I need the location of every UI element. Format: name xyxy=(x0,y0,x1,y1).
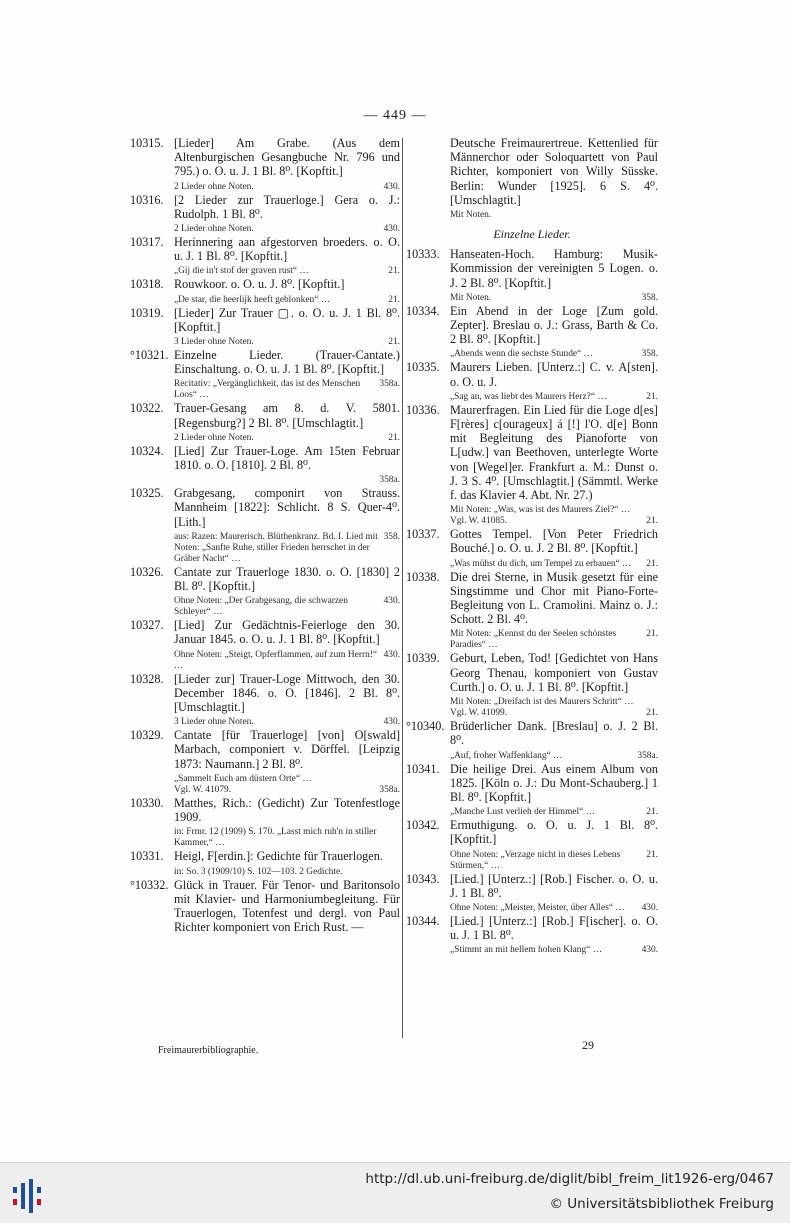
note-text: in: So. 3 (1909/10) S. 102—103. 2 Gedichte. xyxy=(174,866,343,877)
entry-note xyxy=(406,697,658,708)
catalog-entry xyxy=(130,235,400,263)
note-reference: 21. xyxy=(646,629,658,640)
section-subheading: Einzelne Lieder. xyxy=(493,227,571,242)
catalog-entry xyxy=(406,719,658,747)
note-reference: 21. xyxy=(646,516,658,527)
catalog-entry xyxy=(406,247,658,290)
entry-number: 10339. xyxy=(406,651,440,666)
entry-number: 10337. xyxy=(406,527,440,542)
catalog-entry xyxy=(130,849,400,863)
note-text: aus: Razen: Maurerisch. Blüthenkranz. Bd. I. Lied mit Noten: „Sanfte Ruhe, stiller Frieden herrschet in der Gräber Nacht“ … xyxy=(174,531,378,564)
entry-text: [Lieder zur] Trauer-Loge Mittwoch, den 30. December 1846. o. O. [1846]. 2 Bl. 8⁰. [Umschlagtit.] xyxy=(174,671,400,715)
note-reference xyxy=(396,867,400,878)
catalog-entry xyxy=(406,360,658,388)
entry-note xyxy=(406,559,658,570)
note-reference: 358a. xyxy=(379,379,400,390)
entry-text: Geburt, Leben, Tod! [Gedichtet von Hans Georg Thenau, komponiert von Gustav Curth.] o. O. u. J. 1 Bl. 8⁰. [Kopftit.] xyxy=(450,651,658,694)
entry-text: Ein Abend in der Loge [Zum gold. Zepter]. Breslau o. J.: Grass, Barth & Co. 2 Bl. 8⁰. [Kopftit.] xyxy=(450,303,658,347)
entry-note xyxy=(130,295,400,306)
entry-number: 10326. xyxy=(130,564,164,579)
entry-note xyxy=(130,717,400,728)
entry-note xyxy=(406,392,658,403)
catalog-entry xyxy=(130,277,400,291)
catalog-entry xyxy=(406,762,658,805)
entry-note xyxy=(406,945,658,956)
note-text: Ohne Noten: „Der Grabgesang, die schwarzen Schleyer“ … xyxy=(174,596,348,618)
entry-number: 10319. xyxy=(130,305,164,320)
entry-number: 10318. xyxy=(130,277,164,292)
note-text: Mit Noten: „Kennst du der Seelen schönstes Paradies“ … xyxy=(450,629,617,651)
entry-text: Hanseaten-Hoch. Hamburg: Musik-Kommission der vereinigten 5 Logen. o. J. 2 Bl. 8⁰. [Kopftit.] xyxy=(450,247,658,290)
entry-note xyxy=(406,349,658,360)
entry-text: Maurerfragen. Ein Lied für die Loge d[es] F[rères] c[ourageux] á [!] l'O. d[e] Bonn mit Begleitung des Pianoforte von L[udw.] van Beethoven, unterlegte Worte von [Wegel]er. Frankfurt a. M.: Dunst o. J. 3 S. 4⁰. [Umschlagtit.] (Sämmtl. Werke f. das Klavier 4. Abt. Nr. 27.) xyxy=(450,402,658,503)
entry-text: Brüderlicher Dank. [Breslau] o. J. 2 Bl. 8⁰. xyxy=(450,719,658,748)
note-reference xyxy=(654,210,658,221)
note-reference: 21. xyxy=(388,432,400,443)
note-text: 2 Lieder ohne Noten. xyxy=(174,224,254,235)
catalog-entry xyxy=(130,878,400,935)
entry-note xyxy=(406,807,658,818)
entry-note xyxy=(130,532,400,565)
entry-text: Cantate zur Trauerloge 1830. o. O. [1830] 2 Bl. 8⁰. [Kopftit.] xyxy=(174,564,400,594)
entry-note xyxy=(406,850,658,872)
note-text: „Gij die in't stof der graven rust“ … xyxy=(174,266,309,277)
entry-number: °10321. xyxy=(130,348,169,363)
entry-number: 10342. xyxy=(406,818,440,833)
note-reference: 430. xyxy=(641,945,658,956)
note-text: 3 Lieder ohne Noten. xyxy=(174,717,254,728)
entry-number: 10327. xyxy=(130,618,164,633)
catalog-entry xyxy=(406,818,658,846)
catalog-entry xyxy=(406,872,658,900)
entry-note xyxy=(406,210,658,221)
note-text: Vgl. W. 41079. xyxy=(174,784,232,795)
note-reference: 430. xyxy=(383,717,400,728)
catalog-entry xyxy=(406,403,658,502)
note-reference: 21. xyxy=(388,266,400,277)
entry-number: 10341. xyxy=(406,761,440,776)
catalog-entry xyxy=(406,304,658,347)
note-reference: 430. xyxy=(383,649,400,660)
entry-text: Herinnering aan afgestorven broeders. o. O. u. J. 1 Bl. 8⁰. [Kopftit.] xyxy=(174,235,400,264)
note-text: Ohne Noten: „Verzage nicht in dieses Lebens Stürmen,“ … xyxy=(450,849,621,871)
footer-signature: Freimaurerbibliographie. xyxy=(158,1045,259,1056)
entry-note xyxy=(130,867,400,878)
entry-note xyxy=(130,379,400,401)
note-reference xyxy=(396,827,400,849)
copyright-text: © Universitätsbibliothek Freiburg xyxy=(549,1196,774,1212)
entry-number: 10315. xyxy=(130,136,164,150)
catalog-entry xyxy=(406,570,658,627)
page-number: — 449 — xyxy=(363,108,427,123)
entry-note xyxy=(130,182,400,193)
column-divider xyxy=(402,138,403,1038)
note-reference: 358. xyxy=(641,292,658,303)
entry-number: 10330. xyxy=(130,795,164,810)
left-column xyxy=(130,136,400,937)
entry-text: Heigl, F[erdin.]: Gedichte für Trauerlogen. xyxy=(174,849,383,864)
viewer-footer-bar xyxy=(0,1162,790,1223)
entry-text: Die heilige Drei. Aus einem Album von 1825. [Köln o. J.: Du Mont-Schauberg.] 1 Bl. 8⁰. [Kopftit.] xyxy=(450,761,658,804)
entry-number: 10322. xyxy=(130,401,164,416)
entry-note xyxy=(130,774,400,785)
catalog-entry xyxy=(130,486,400,529)
catalog-entry xyxy=(130,348,400,376)
note-reference: 21. xyxy=(646,558,658,569)
entry-note xyxy=(406,751,658,762)
note-reference: 21. xyxy=(646,807,658,818)
note-reference: 21. xyxy=(646,391,658,402)
entry-number: 10317. xyxy=(130,235,164,250)
note-text: „Auf, froher Waffenklang“ … xyxy=(450,750,563,761)
note-text: „Sag an, was liebt des Maurers Herz?“ … xyxy=(450,391,607,402)
entry-note xyxy=(406,293,658,304)
entry-note xyxy=(130,266,400,277)
note-reference: 21. xyxy=(388,294,400,305)
entry-text: Einzelne Lieder. (Trauer-Cantate.) Einschaltung. o. O. u. J. 1 Bl. 8⁰. [Kopftit.] xyxy=(174,348,400,377)
entry-note xyxy=(130,224,400,235)
entry-number: °10332. xyxy=(130,877,169,892)
entry-text: [Lied] Zur Trauer-Loge. Am 15ten Februar 1810. o. O. [1810]. 2 Bl. 8⁰. xyxy=(174,443,400,473)
entry-note xyxy=(406,708,658,719)
ub-freiburg-logo-icon[interactable] xyxy=(10,1177,48,1215)
note-text: „Sammelt Euch am düstern Orte“ … xyxy=(174,773,312,784)
entry-text: [Lied] Zur Gedächtnis-Feierloge den 30. Januar 1845. o. O. u. J. 1 Bl. 8⁰. [Kopftit.] xyxy=(174,618,400,647)
note-reference: 358a. xyxy=(637,750,658,761)
note-text: Vgl. W. 41085. xyxy=(450,516,508,527)
note-reference: 430. xyxy=(383,181,400,192)
entry-text: [Lieder] Zur Trauer ▢. o. O. u. J. 1 Bl. 8⁰. [Kopftit.] xyxy=(174,305,400,334)
note-text: „Abends wenn die sechste Stunde“ … xyxy=(450,349,593,360)
catalog-entry xyxy=(130,796,400,824)
entry-number: 10335. xyxy=(406,360,440,375)
entry-note xyxy=(130,433,400,444)
entry-text: Trauer-Gesang am 8. d. V. 5801. [Regensburg?] 2 Bl. 8⁰. [Umschlagtit.] xyxy=(174,401,400,430)
catalog-entry xyxy=(130,672,400,715)
entry-number: 10338. xyxy=(406,569,440,584)
entry-note xyxy=(406,516,658,527)
catalog-entry xyxy=(130,728,400,771)
catalog-entry xyxy=(130,193,400,221)
document-url-link[interactable]: http://dl.ub.uni-freiburg.de/diglit/bibl_freim_lit1926-erg/0467 xyxy=(365,1171,774,1187)
note-text: Recitativ: „Vergänglichkeit, das ist des Menschen Loos“ … xyxy=(174,379,361,401)
entry-text: [2 Lieder zur Trauerloge.] Gera o. J.: Rudolph. 1 Bl. 8⁰. xyxy=(174,192,400,221)
entry-number: 10328. xyxy=(130,671,164,686)
entry-text: Rouwkoor. o. O. u. J. 8⁰. [Kopftit.] xyxy=(174,277,345,292)
note-text: „Manche Lust verlieh der Himmel“ … xyxy=(450,807,596,818)
note-reference xyxy=(654,505,658,516)
note-text: Mit Noten. xyxy=(450,292,492,303)
note-text: „Was mühst du dich, um Tempel zu erbauen“ … xyxy=(450,558,632,569)
entry-note xyxy=(406,505,658,516)
right-column xyxy=(406,136,658,956)
entry-number: 10316. xyxy=(130,192,164,207)
catalog-entry xyxy=(406,527,658,555)
entry-note xyxy=(130,596,400,618)
entry-text: Ermuthigung. o. O. u. J. 1 Bl. 8⁰. [Kopftit.] xyxy=(450,818,658,847)
entry-note xyxy=(130,785,400,796)
catalog-entry xyxy=(130,565,400,593)
entry-text: Cantate [für Trauerloge] [von] O[swald] Marbach, componiert v. Dörffel. [Leipzig 1873: Naumann.] 2 Bl. 8⁰. xyxy=(174,728,400,771)
entry-text: Matthes, Rich.: (Gedicht) Zur Totenfestloge 1909. xyxy=(174,795,400,825)
catalog-entry xyxy=(130,444,400,472)
note-text: Mit Noten: „Dreifach ist des Maurers Schritt“ … xyxy=(450,697,634,708)
note-reference: 430. xyxy=(383,224,400,235)
entry-text: Grabgesang, componirt von Strauss. Mannheim [1822]: Schlicht. 8 S. Quer-4⁰. [Lith.] xyxy=(174,486,400,529)
note-text: in: Frmr. 12 (1909) S. 170. „Lasst mich ruh'n in stiller Kammer,“ … xyxy=(174,827,377,849)
catalog-entry xyxy=(406,651,658,694)
entry-note xyxy=(130,337,400,348)
note-text: „Stimmt an mit hellem hohen Klang“ … xyxy=(450,945,603,956)
note-reference: 358. xyxy=(641,349,658,360)
note-reference xyxy=(396,774,400,785)
entry-number: 10324. xyxy=(130,443,164,458)
entry-number: 10331. xyxy=(130,849,164,864)
entry-text: [Lied.] [Unterz.:] [Rob.] F[ischer]. o. O. u. J. 1 Bl. 8⁰. xyxy=(450,913,658,943)
entry-number: 10344. xyxy=(406,913,440,928)
entry-number: 10333. xyxy=(406,247,440,262)
entry-note xyxy=(406,903,658,914)
note-text: 2 Lieder ohne Noten. xyxy=(174,432,254,443)
entry-number: °10340. xyxy=(406,719,445,734)
note-text: Mit Noten. xyxy=(450,210,492,221)
entry-number: 10329. xyxy=(130,728,164,743)
note-reference: 21. xyxy=(646,849,658,860)
note-reference: 21. xyxy=(646,708,658,719)
note-text: Ohne Noten: „Steigt, Opferflammen, auf zum Herrn!“ … xyxy=(174,649,378,671)
entry-note xyxy=(130,475,400,486)
note-reference: 358a. xyxy=(379,784,400,795)
note-reference: 358. xyxy=(383,531,400,542)
entry-note xyxy=(406,629,658,651)
entry-note xyxy=(130,650,400,672)
catalog-entry xyxy=(130,136,400,179)
catalog-entry xyxy=(130,618,400,646)
note-text: Mit Noten: „Was, was ist des Maurers Ziel?“ … xyxy=(450,505,631,516)
entry-text: Glück in Trauer. Für Tenor- und Baritonsolo mit Klavier- und Harmoniumbegleitung. Für Trauerlogen, Totenfest und dergl. von Paul Richter komponiert von Erich Rust. — xyxy=(174,877,400,935)
catalog-entry xyxy=(130,306,400,334)
entry-number: 10325. xyxy=(130,486,164,501)
note-text: Ohne Noten: „Meister, Meister, über Alles“ … xyxy=(450,902,625,913)
catalog-entry xyxy=(406,136,658,207)
entry-note xyxy=(130,827,400,849)
catalog-entry xyxy=(130,401,400,429)
entry-text: Maurers Lieben. [Unterz.:] C. v. A[sten]. o. O. u. J. xyxy=(450,360,658,389)
entry-text: Gottes Tempel. [Von Peter Friedrich Bouché.] o. O. u. J. 2 Bl. 8⁰. [Kopftit.] xyxy=(450,527,658,556)
entry-text: Die drei Sterne, in Musik gesetzt für eine Singstimme und Chor mit Piano-Forte-Begleitung von L. Cramolini. Mainz o. J.: Schott. 2 Bl. 4⁰. xyxy=(450,569,658,627)
entry-number: 10336. xyxy=(406,402,440,417)
note-text: 3 Lieder ohne Noten. xyxy=(174,337,254,348)
note-reference: 21. xyxy=(388,337,400,348)
entry-number: 10334. xyxy=(406,303,440,318)
catalog-entry xyxy=(406,914,658,942)
note-text: „De star, die heerlijk heeft geblonken“ … xyxy=(174,294,331,305)
note-reference xyxy=(654,697,658,708)
note-text: Vgl. W. 41099. xyxy=(450,708,508,719)
entry-number: 10343. xyxy=(406,871,440,886)
entry-text: [Lied.] [Unterz.:] [Rob.] Fischer. o. O. u. J. 1 Bl. 8⁰. xyxy=(450,871,658,900)
note-text: 2 Lieder ohne Noten. xyxy=(174,181,254,192)
note-reference: 358a. xyxy=(379,475,400,486)
entry-text: [Lieder] Am Grabe. (Aus dem Altenburgischen Gesangbuche Nr. 796 und 795.) o. O. u. J. 1 Bl. 8⁰. [Kopftit.] xyxy=(174,136,400,179)
signature-number: 29 xyxy=(582,1038,594,1052)
note-reference: 430. xyxy=(641,902,658,913)
note-reference: 430. xyxy=(383,596,400,607)
entry-text: Deutsche Freimaurertreue. Kettenlied für Männerchor oder Soloquartett von Paul Richter, komponiert von Willy Süsske. Berlin: Wunder [1925]. 6 S. 4⁰. [Umschlagtit.] xyxy=(450,136,658,207)
